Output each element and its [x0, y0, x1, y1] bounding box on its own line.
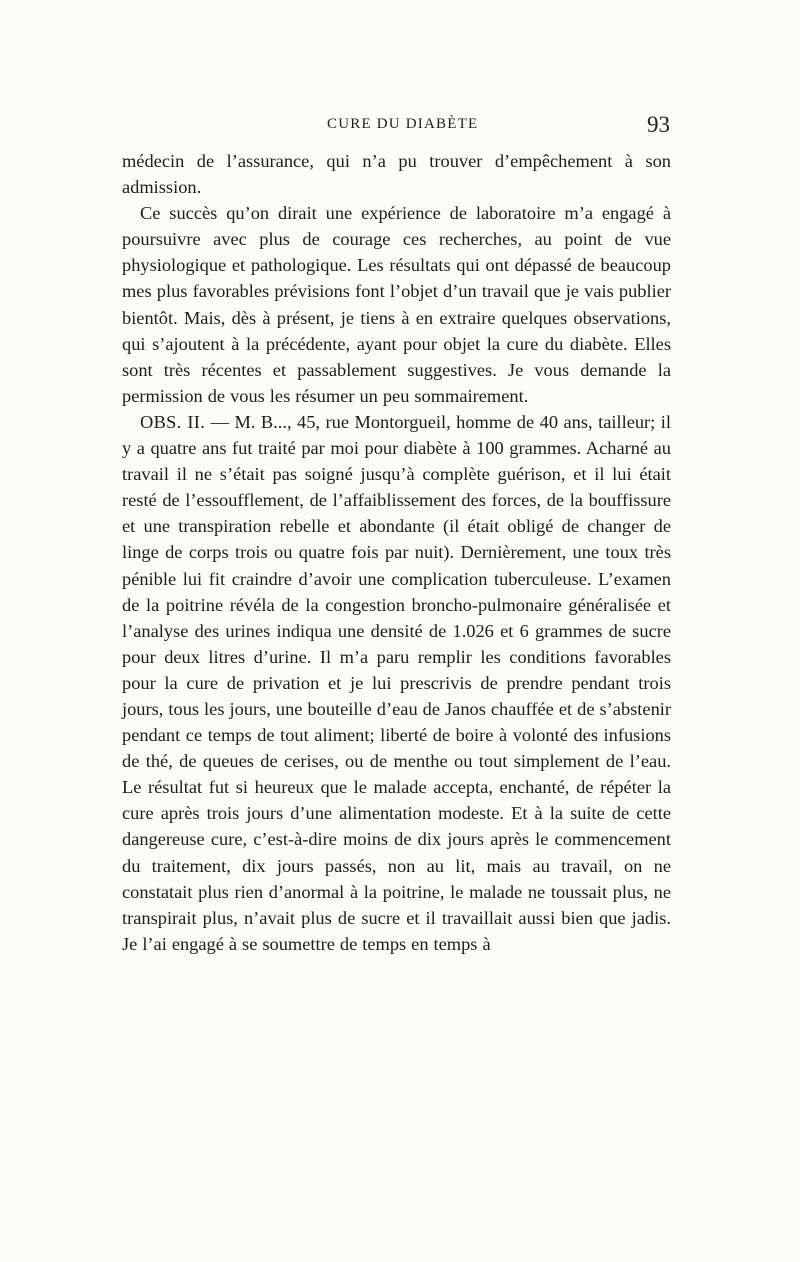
page-header: [120, 112, 670, 142]
running-head: CURE DU DIABÈTE: [327, 116, 479, 132]
paragraph-research: Ce succès qu’on dirait une expérience de laboratoire m’a engagé à poursuivre avec plus de courage ces recherches, au point de vue physiologique et pathologique. Les résultats qui ont dépassé de beaucoup mes plus favorables prévisions font l’objet d’un travail que je vais publier bientôt. Mais, dès à présent, je tiens à en extraire quelques observations, qui s’ajoutent à la précédente, ayant pour objet la cure du diabète. Elles sont très récentes et passablement suggestives. Je vous demande la permission de vous les résumer un peu sommairement.: [122, 203, 671, 406]
observation-text: — M. B..., 45, rue Montorgueil, homme de 40 ans, tailleur; il y a quatre ans fut traité par moi pour diabète à 100 grammes. Acharné au travail il ne s’était pas soigné jusqu’à complète guérison, et il lui était resté de l’essoufflement, de l’affaiblissement des forces, de la bouffissure et une transpiration rebelle et abondante (il était obligé de changer de linge de corps trois ou quatre fois par nuit). Dernièrement, une toux très pénible lui fit craindre d’avoir une complication tuberculeuse. L’examen de la poitrine révéla de la congestion broncho-pulmonaire généralisée et l’analyse des urines indiqua une densité de 1.026 et 6 grammes de sucre pour deux litres d’urine. Il m’a paru remplir les conditions favorables pour la cure de privation et je lui prescrivis de prendre pendant trois jours, tous les jours, une bouteille d’eau de Janos chauffée et de s’abstenir pendant ce temps de tout aliment; liberté de boire à volonté des infusions de thé, de queues de cerises, ou de menthe ou tout simplement de l’eau. Le résultat fut si heureux que le malade accepta, enchanté, de répéter la cure après trois jours d’une alimentation modeste. Et à la suite de cette dangereuse cure, c’est-à-dire moins de dix jours après le commencement du traitement, dix jours passés, non au lit, mais au travail, on ne constatait plus rien d’anormal à la poitrine, le malade ne toussait plus, ne transpirait plus, n’avait plus de sucre et il travaillait aussi bien que jadis. Je l’ai engagé à se soumettre de temps en temps à: [122, 411, 671, 954]
body-text: [122, 148, 671, 957]
page-number: 93: [647, 112, 670, 137]
paragraph-observation-ii: [122, 409, 671, 957]
paragraph-continuation: médecin de l’assurance, qui n’a pu trouver d’empêchement à son admission.: [122, 151, 671, 198]
observation-label: OBS. II.: [140, 411, 206, 432]
